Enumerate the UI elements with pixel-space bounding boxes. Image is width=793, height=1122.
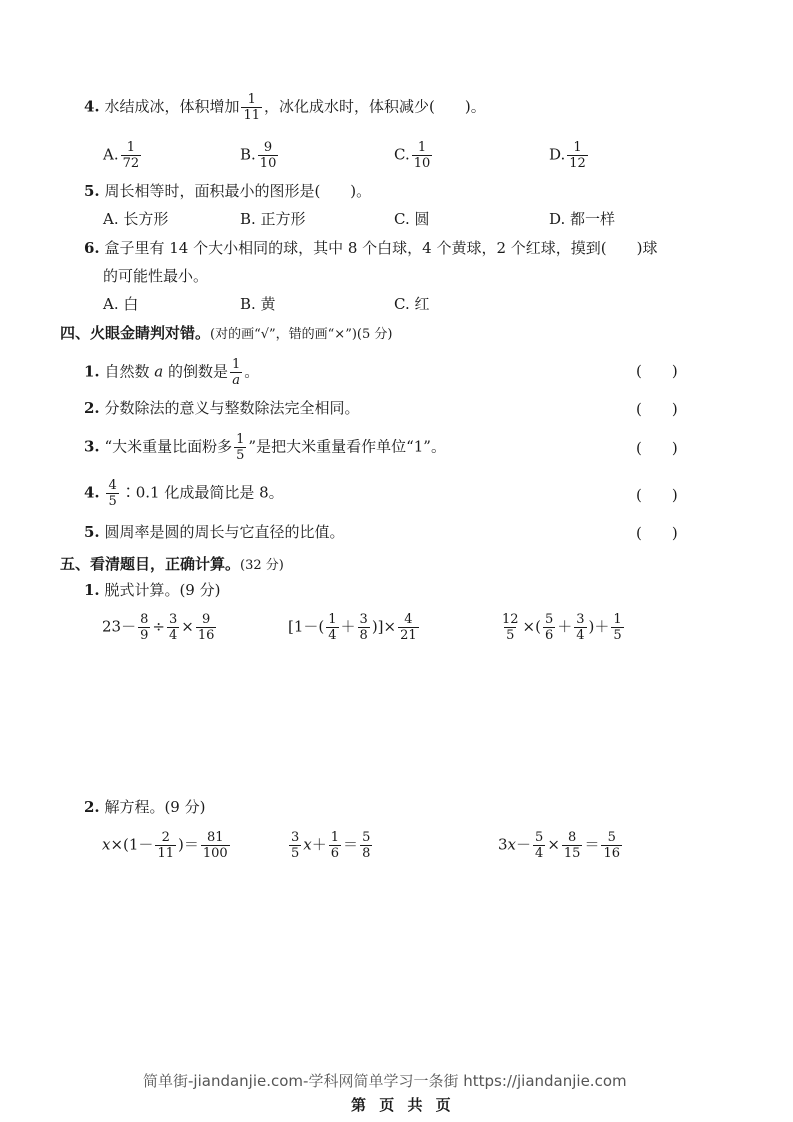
option-c: C. 圆: [394, 210, 430, 228]
answer-slot[interactable]: ( ): [636, 486, 678, 504]
judge-item-3: 3. “大米重量比面粉多 $\frac{1}{5}$ ”是把大米重量看作单位“1”。: [84, 432, 446, 463]
option-b: B. 黄: [240, 295, 276, 313]
judge-item-5: 5. 圆周率是圆的周长与它直径的比值。: [84, 523, 345, 541]
option-c: C. 红: [394, 295, 430, 313]
answer-slot[interactable]: ( ): [636, 524, 678, 542]
answer-slot[interactable]: ( ): [636, 400, 678, 418]
question-6: 6. 盒子里有 14 个大小相同的球，其中 8 个白球，4 个黄球，2 个红球，摸到( )球: [84, 239, 658, 257]
part-1-title: 1. 脱式计算。(9 分): [84, 581, 221, 599]
question-number: 4.: [84, 97, 100, 116]
option-d: D. $\frac{1}{12}$: [549, 140, 586, 171]
option-d: D. 都一样: [549, 210, 616, 228]
judge-item-2: 2. 分数除法的意义与整数除法完全相同。: [84, 399, 360, 417]
section-5-title: 五、看清题目，正确计算。(32 分): [60, 555, 284, 573]
judge-item-1: 1. 自然数 a 的倒数是 $\frac{1}{a}$ 。: [84, 357, 260, 388]
option-a: A. 长方形: [103, 210, 169, 228]
answer-slot[interactable]: ( ): [636, 439, 678, 457]
question-4: [84, 92, 486, 123]
calc-expression-2: [1－( $\frac{1}{4}$ ＋ $\frac{3}{8}$ )]× $\frac{4}{21}$: [288, 612, 417, 643]
judge-item-4: 4. $\frac{4}{5}$ ∶0.1 化成最简比是 8。: [84, 478, 284, 509]
watermark-footer: 简单街-jiandanjie.com-学科网简单学习一条街 https://jiandanjie.com: [143, 1072, 627, 1090]
equation-2: $\frac{3}{5}$ x＋ $\frac{1}{6}$ ＝ $\frac{5}{8}$: [291, 830, 371, 861]
question-6-line2: 的可能性最小。: [103, 267, 209, 285]
question-text: 水结成冰，体积增加: [104, 97, 240, 116]
option-a: A. $\frac{1}{72}$: [103, 140, 140, 171]
part-2-title: 2. 解方程。(9 分): [84, 798, 206, 816]
page-number: 第 页 共 页: [351, 1096, 455, 1114]
fraction: $\frac{1}{11}$: [243, 92, 261, 123]
option-c: C. $\frac{1}{10}$: [394, 140, 431, 171]
question-text: ，冰化成水时，体积减少( )。: [264, 97, 486, 116]
option-b: B. $\frac{9}{10}$: [240, 140, 277, 171]
calc-expression-1: 23－ $\frac{8}{9}$ ÷ $\frac{3}{4}$ × $\frac{9}{16}$: [102, 612, 215, 643]
calc-expression-3: $\frac{12}{5}$ ×( $\frac{5}{6}$ ＋ $\frac{3}{4}$ )＋ $\frac{1}{5}$: [502, 612, 622, 643]
section-4-title: 四、火眼金睛判对错。(对的画“√”，错的画“×”)(5 分): [60, 324, 393, 342]
question-5: 5. 周长相等时，面积最小的图形是( )。: [84, 182, 372, 200]
option-a: A. 白: [103, 295, 139, 313]
equation-1: x×(1－ $\frac{2}{11}$ )＝ $\frac{81}{100}$: [102, 830, 228, 861]
option-b: B. 正方形: [240, 210, 306, 228]
answer-slot[interactable]: ( ): [636, 362, 678, 380]
equation-3: 3x－ $\frac{5}{4}$ × $\frac{8}{15}$ ＝ $\frac{5}{16}$: [498, 830, 620, 861]
